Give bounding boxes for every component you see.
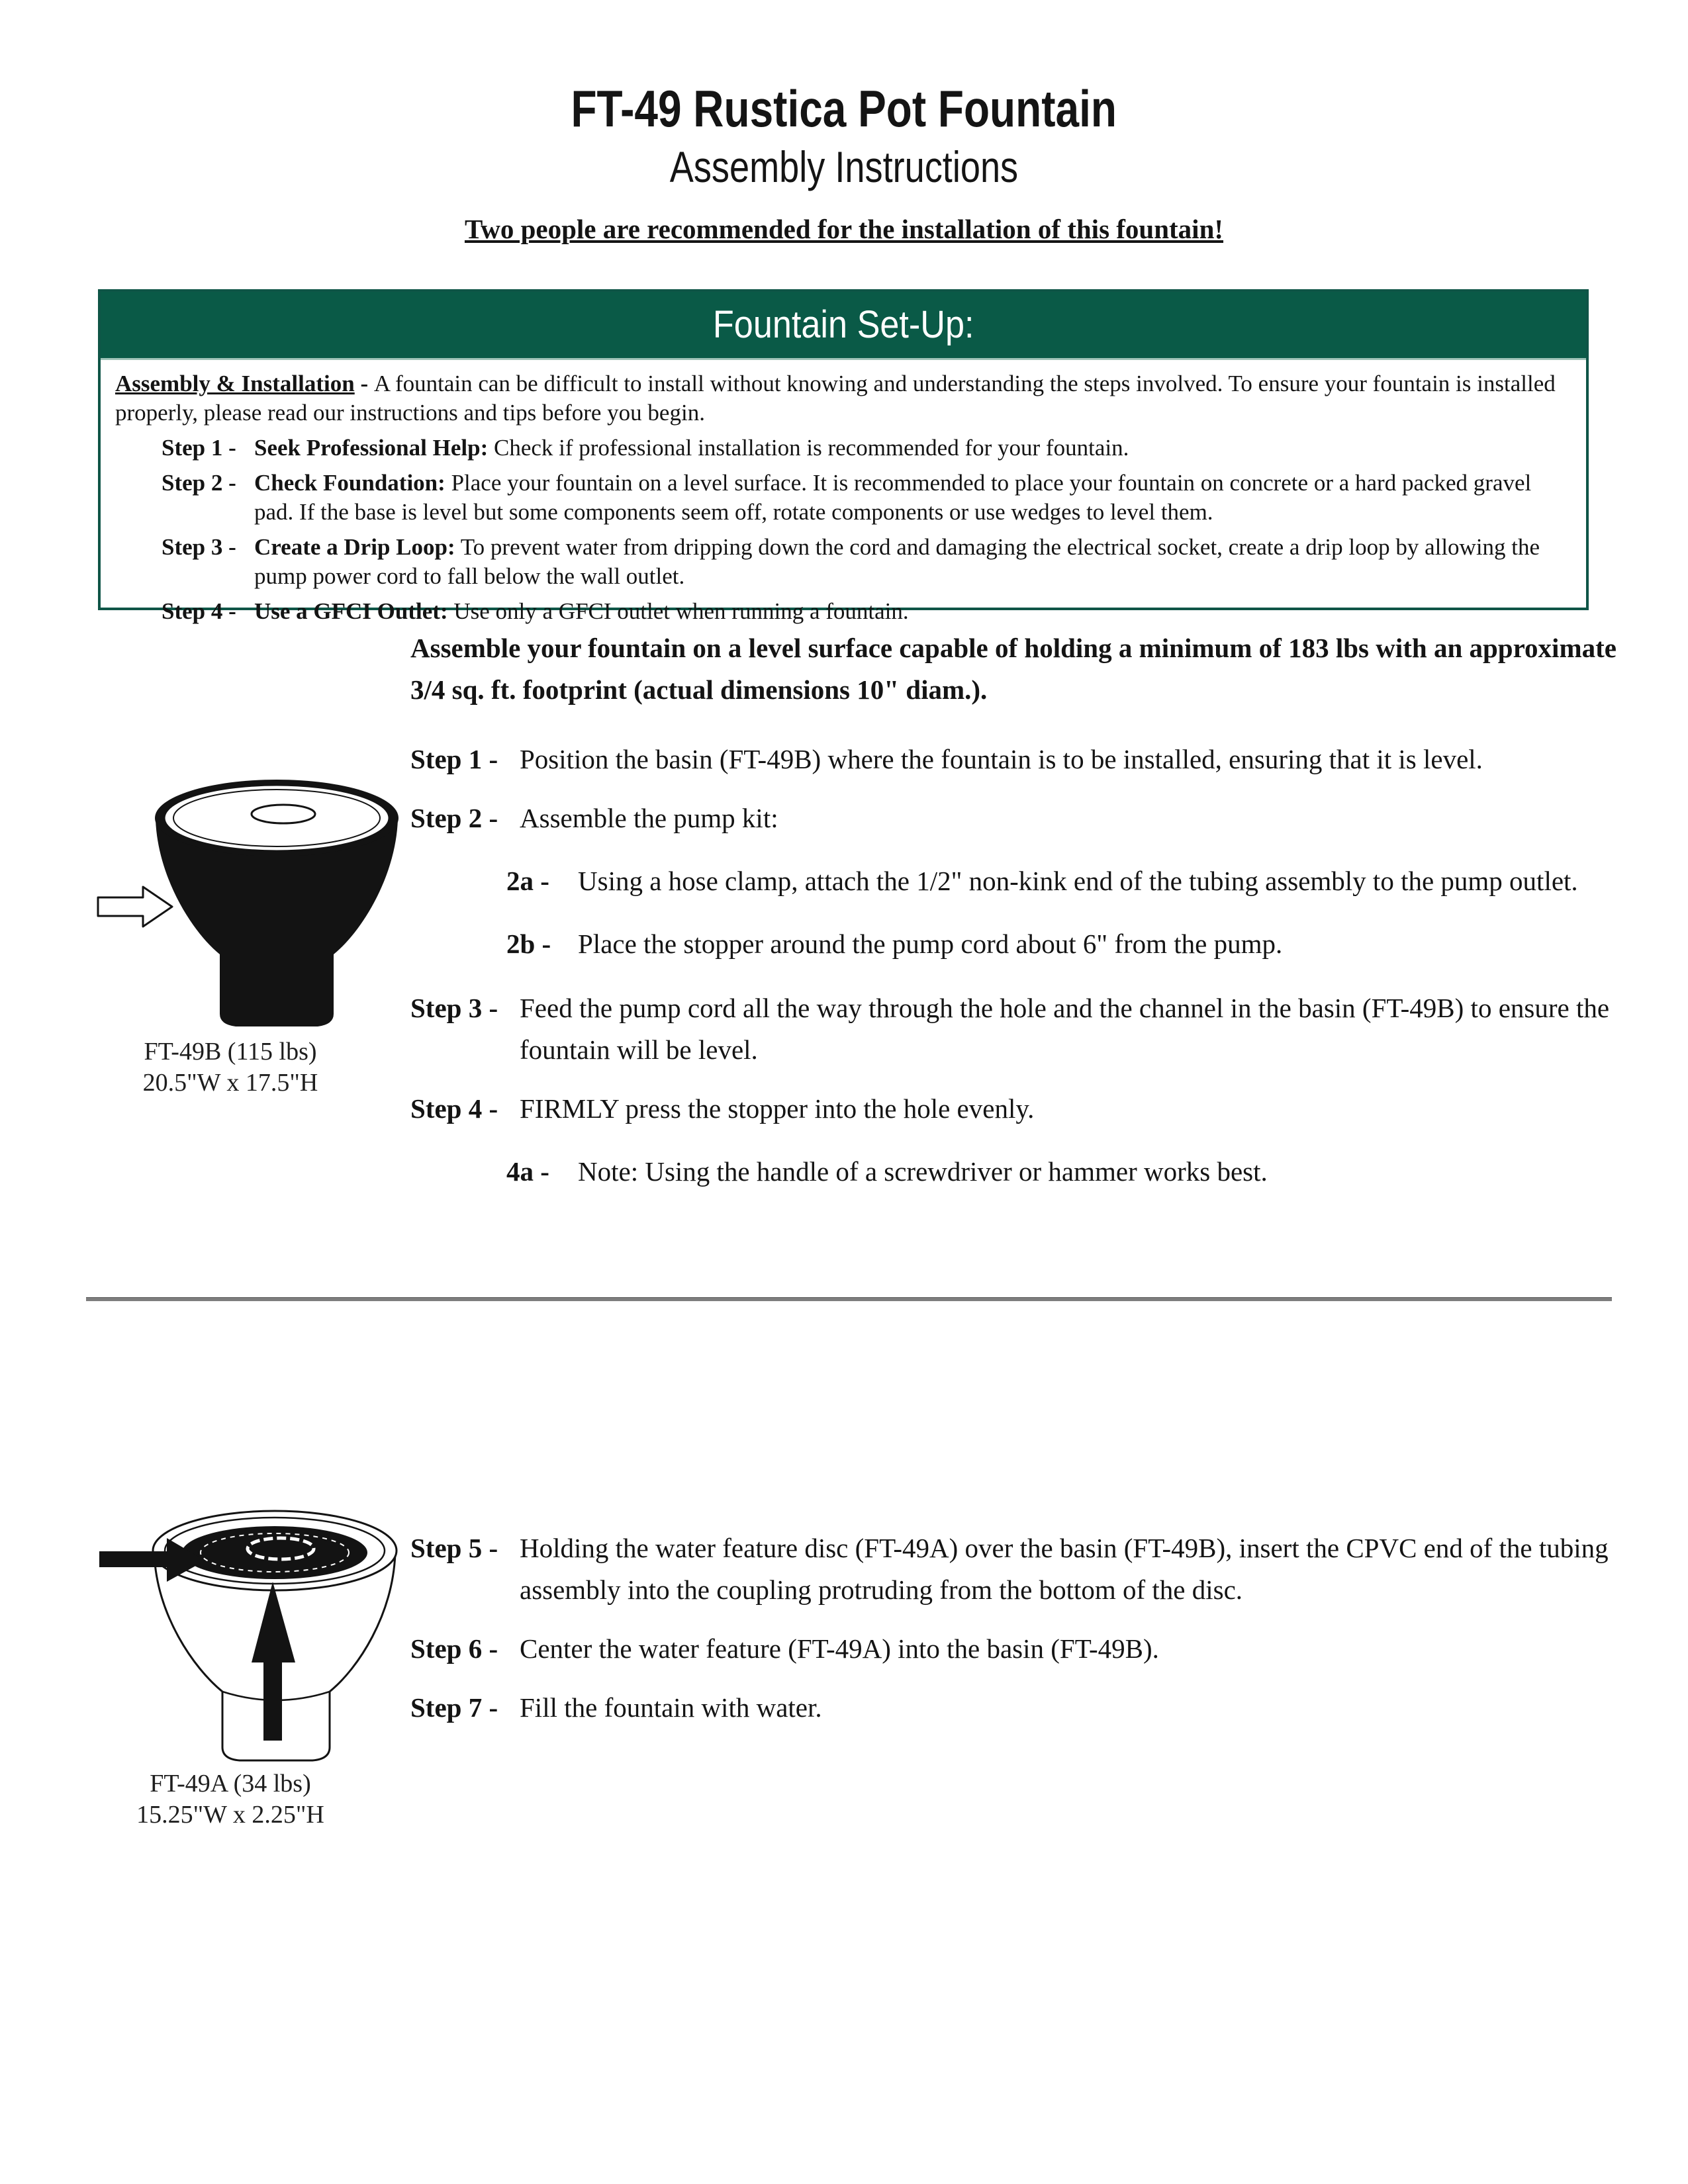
assembly-step-4a-label: 4a - [506,1156,549,1187]
setup-intro-separator: - [354,371,374,396]
assembly-step-6-label: Step 6 - [410,1633,498,1664]
page-subtitle: Assembly Instructions [669,142,1019,191]
assembly-step-2b [506,923,1632,965]
assembly-step-7 [410,1687,1632,1729]
section-divider [86,1297,1612,1301]
setup-step-1 [162,433,1571,463]
assembly-instructions-top [410,627,1632,1210]
basin-caption [85,1036,376,1099]
assembly-step-2b-text: Place the stopper around the pump cord about 6" from the pump. [578,929,1283,959]
basin-caption-line2: 20.5"W x 17.5"H [142,1069,318,1097]
setup-step-2-text: Place your fountain on a level surface. It is recommended to place your fountain on concrete or a hard packed gravel pad. If the base is level but some components seem off, rotate components or use wedges to level them. [254,470,1532,525]
setup-step-3-text: To prevent water from dripping down the cord and damaging the electrical socket, create a drip loop by allowing the pump power cord to fall below the wall outlet. [254,534,1540,589]
assembly-step-2-text: Assemble the pump kit: [520,803,778,833]
fountain-setup-box [98,289,1589,624]
assembly-step-2a [506,860,1632,902]
assembly-step-6-text: Center the water feature (FT-49A) into the basin (FT-49B). [520,1633,1159,1664]
setup-step-4-text: Use only a GFCI outlet when running a fountain. [447,598,909,624]
setup-intro-lead: Assembly & Installation [115,371,355,396]
assembly-step-3 [410,987,1632,1071]
basin-hole [252,805,315,823]
setup-steps [162,433,1571,626]
assembly-step-7-label: Step 7 - [410,1692,498,1723]
setup-intro [115,369,1571,428]
fountain-setup-content [101,360,1586,626]
setup-step-2-body [254,469,1571,527]
assembly-step-4 [410,1088,1632,1130]
assembly-step-1 [410,739,1632,780]
setup-step-3-body [254,533,1571,591]
setup-step-1-body [254,433,1571,463]
assembly-step-4a [506,1151,1632,1193]
disc-caption-line2: 15.25"W x 2.25"H [136,1801,324,1829]
setup-step-4-body [254,597,1571,626]
disc-caption-line1: FT-49A (34 lbs) [150,1770,311,1797]
assembly-step-2-label: Step 2 - [410,803,498,833]
assembly-step-5-text: Holding the water feature disc (FT-49A) over the basin (FT-49B), insert the CPVC end of the tubing assembly into the coupling protruding from the bottom of the disc. [520,1533,1609,1605]
assembly-step-4-label: Step 4 - [410,1093,498,1124]
assembly-step-2a-text: Using a hose clamp, attach the 1/2" non-kink end of the tubing assembly to the pump outlet. [578,866,1578,896]
fountain-setup-header: Fountain Set-Up: [101,292,1586,360]
basin-illustration [93,761,410,1039]
setup-step-2-label: Step 2 - [162,470,236,496]
setup-step-4-label: Step 4 - [162,598,236,624]
assembly-step-5-label: Step 5 - [410,1533,498,1563]
right-arrow-outline-icon [98,887,172,927]
disc-caption [85,1768,376,1831]
assembly-step-2 [410,797,1632,839]
setup-step-1-title: Seek Professional Help: [254,435,489,461]
water-feature-disc-illustration [93,1501,410,1766]
water-feature-disc [182,1526,367,1579]
assembly-step-2a-label: 2a - [506,866,549,896]
two-people-note: Two people are recommended for the installation of this fountain! [464,214,1224,244]
assembly-step-2b-label: 2b - [506,929,551,959]
setup-step-3 [162,533,1571,591]
setup-intro-text: A fountain can be difficult to install without knowing and understanding the steps involved. To ensure your fountain is installed properly, please read our instructions and tips before you begin. [115,371,1556,426]
page-title: FT-49 Rustica Pot Fountain [571,79,1117,138]
assembly-instructions-bottom [410,1527,1632,1746]
setup-step-2 [162,469,1571,527]
assembly-step-6 [410,1628,1632,1670]
setup-step-1-label: Step 1 - [162,435,236,461]
assembly-step-3-label: Step 3 - [410,993,498,1023]
setup-step-4 [162,597,1571,626]
setup-step-3-label: Step 3 - [162,534,236,560]
setup-step-4-title: Use a GFCI Outlet: [254,598,448,624]
title-block [0,78,1688,245]
setup-step-1-text: Check if professional installation is recommended for your fountain. [488,435,1129,461]
assembly-step-1-text: Position the basin (FT-49B) where the fountain is to be installed, ensuring that it is level. [520,744,1483,774]
basin-caption-line1: FT-49B (115 lbs) [144,1038,317,1066]
setup-step-2-title: Check Foundation: [254,470,445,496]
assembly-intro: Assemble your fountain on a level surface capable of holding a minimum of 183 lbs with an approximate 3/4 sq. ft. footprint (actual dimensions 10" diam.). [410,633,1617,705]
assembly-step-5 [410,1527,1632,1611]
assembly-step-4-text: FIRMLY press the stopper into the hole evenly. [520,1093,1035,1124]
assembly-step-3-text: Feed the pump cord all the way through the hole and the channel in the basin (FT-49B) to ensure the fountain will be level. [520,993,1610,1065]
setup-step-3-title: Create a Drip Loop: [254,534,455,560]
assembly-step-1-label: Step 1 - [410,744,498,774]
assembly-step-4a-text: Note: Using the handle of a screwdriver or hammer works best. [578,1156,1268,1187]
assembly-step-7-text: Fill the fountain with water. [520,1692,822,1723]
